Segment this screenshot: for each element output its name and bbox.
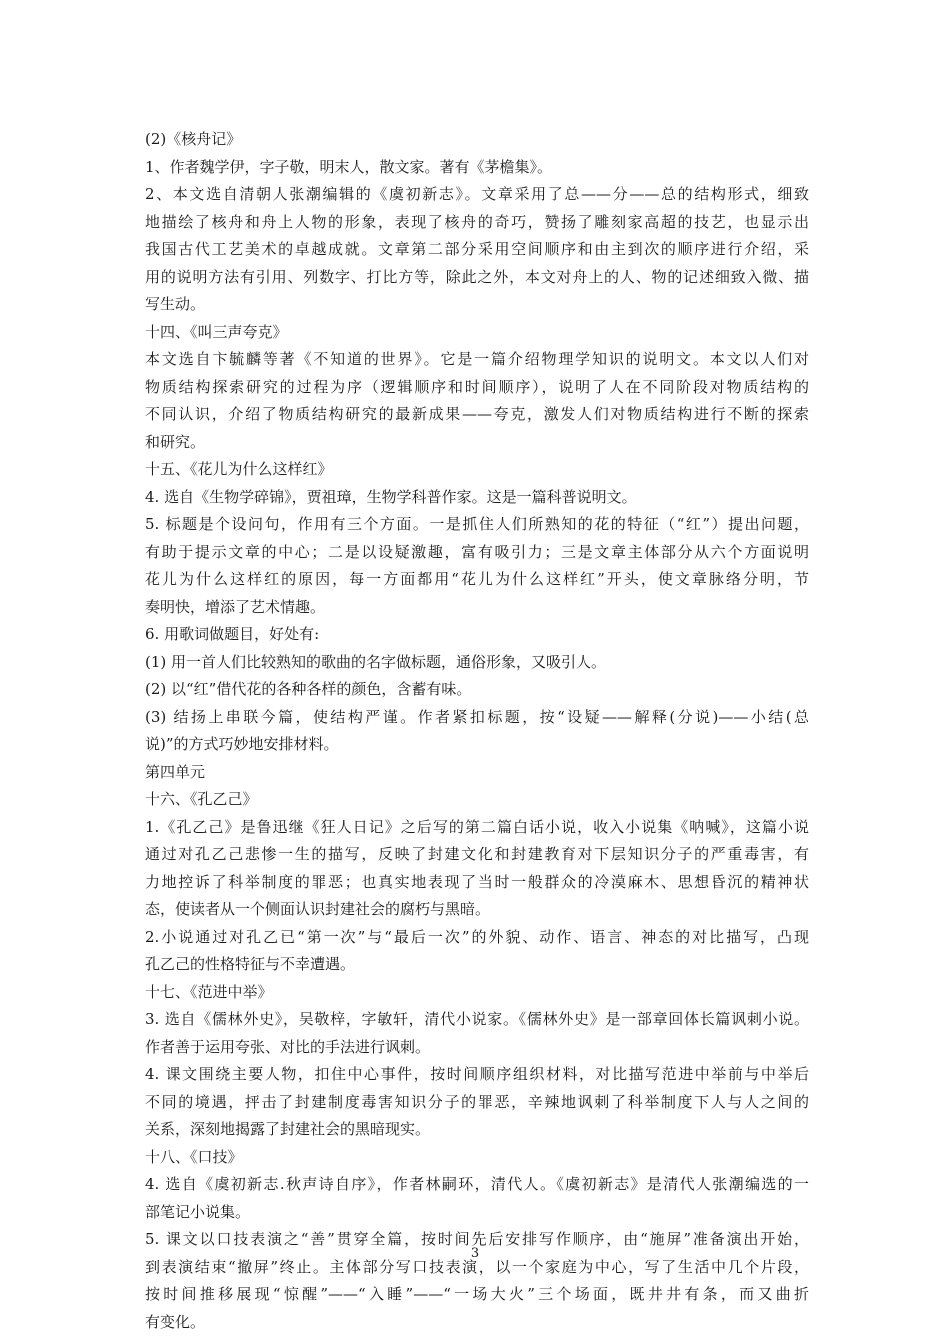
text-line: 通过对孔乙己悲惨一生的描写，反映了封建文化和封建教育对下层知识分子的严重毒害，有 [145, 845, 809, 863]
text-line: 有助于提示文章的中心；二是以设疑激趣，富有吸引力；三是文章主体部分从六个方面说明 [145, 542, 809, 561]
text-line: 用的说明方法有引用、列数字、打比方等，除此之外，本文对舟上的人、物的记述细致入微、描 [145, 267, 809, 286]
text-line: 十七、《范进中举》 [145, 982, 273, 1001]
text-line: 孔乙己的性格特征与不幸遭遇。 [145, 955, 356, 973]
text-line: 4. 选自《虞初新志.秋声诗自序》，作者林嗣环，清代人。《虞初新志》是清代人张潮编选的一 [145, 1175, 809, 1193]
text-line: 5. 标题是个设问句，作用有三个方面。一是抓住人们所熟知的花的特征（“红”）提出问题， [145, 515, 809, 533]
text-line: 十四、《叫三声夸克》 [145, 322, 288, 341]
text-line: 十五、《花儿为什么这样红》 [145, 460, 333, 478]
text-line: 花儿为什么这样红的原因，每一方面都用“花儿为什么这样红”开头，使文章脉络分明，节 [145, 570, 809, 588]
text-line: 本文选自卞毓麟等著《不知道的世界》。它是一篇介绍物理学知识的说明文。本文以人们对 [145, 350, 809, 368]
text-line: 6. 用歌词做题目，好处有: [145, 625, 320, 643]
text-line: 奏明快，增添了艺术情趣。 [145, 597, 326, 616]
text-line: 4. 课文围绕主要人物，扣住中心事件，按时间顺序组织材料，对比描写范进中举前与中举后 [145, 1065, 809, 1083]
text-line: 十六、《孔乙己》 [145, 790, 258, 808]
text-line: 力地控诉了科举制度的罪恶；也真实地表现了当时一般群众的冷漠麻木、思想昏沉的精神状 [145, 872, 809, 891]
text-line: 不同认识，介绍了物质结构研究的最新成果——夸克，激发人们对物质结构进行不断的探索 [145, 405, 809, 423]
text-line: 关系，深刻地揭露了封建社会的黑暗现实。 [145, 1120, 431, 1138]
text-line: 4. 选自《生物学碎锦》，贾祖璋，生物学科普作家。这是一篇科普说明文。 [145, 487, 637, 506]
text-line: 2.小说通过对孔乙已“第一次”与“最后一次”的外貌、动作、语言、神态的对比描写，凸现 [145, 927, 809, 946]
text-line: 态，使读者从一个侧面认识封建社会的腐朽与黑暗。 [145, 900, 491, 918]
page-number: 3 [470, 1246, 480, 1261]
text-line: 不同的境遇，抨击了封建制度毒害知识分子的罪恶，辛辣地讽刺了科举制度下人与人之间的 [145, 1092, 809, 1111]
text-line: (1) 用一首人们比较熟知的歌曲的名字做标题，通俗形象，又吸引人。 [145, 652, 607, 671]
text-line: 第四单元 [145, 762, 206, 781]
text-line: (3) 结扬上串联今篇，使结构严谨。作者紧扣标题，按“设疑——解释(分说)——小结(总 [145, 707, 809, 726]
text-line: 和研究。 [145, 432, 206, 451]
text-line: 5. 课文以口技表演之“善”贯穿全篇，按时间先后安排写作顺序，由“施屏”准备演出开始， [145, 1230, 809, 1248]
text-line: 2、本文选自清朝人张潮编辑的《虞初新志》。文章采用了总——分——总的结构形式，细致 [145, 185, 809, 203]
text-line: 写生动。 [145, 295, 206, 313]
text-line: 我国古代工艺美术的卓越成就。文章第二部分采用空间顺序和由主到次的顺序进行介绍，采 [145, 240, 809, 258]
text-line: 按时间推移展现“惊醒”——“入睡”——“一场大火”三个场面，既井井有条，而又曲折 [145, 1285, 809, 1303]
text-line: 1.《孔乙己》是鲁迅继《狂人日记》之后写的第二篇白话小说，收入小说集《呐喊》，这篇小说 [145, 817, 809, 836]
text-line: 物质结构探索研究的过程为序（逻辑顺序和时间顺序），说明了人在不同阶段对物质结构的 [145, 377, 809, 396]
document-page [145, 126, 809, 1336]
text-line: (2)《核舟记》 [145, 130, 242, 148]
text-line: (2) 以“红”借代花的各种各样的颜色，含蓄有味。 [145, 680, 472, 698]
text-line: 说)”的方式巧妙地安排材料。 [145, 735, 339, 753]
text-line: 部笔记小说集。 [145, 1202, 251, 1221]
text-line: 十八、《口技》 [145, 1147, 243, 1166]
text-line: 3. 选自《儒林外史》，吴敬梓，字敏轩，清代小说家。《儒林外史》是一部章回体长篇讽刺小说。 [145, 1010, 809, 1028]
text-line: 到表演结束“撤屏”终止。主体部分写口技表演，以一个家庭为中心，写了生活中几个片段， [145, 1257, 809, 1276]
text-line: 地描绘了核舟和舟上人物的形象，表现了核舟的奇巧，赞扬了雕刻家高超的技艺，也显示出 [145, 212, 809, 231]
text-line: 作者善于运用夸张、对比的手法进行讽刺。 [145, 1037, 431, 1056]
text-line: 1、作者魏学伊，字子敬，明末人，散文家。著有《茅檐集》。 [145, 157, 553, 176]
text-line: 有变化。 [145, 1312, 206, 1331]
